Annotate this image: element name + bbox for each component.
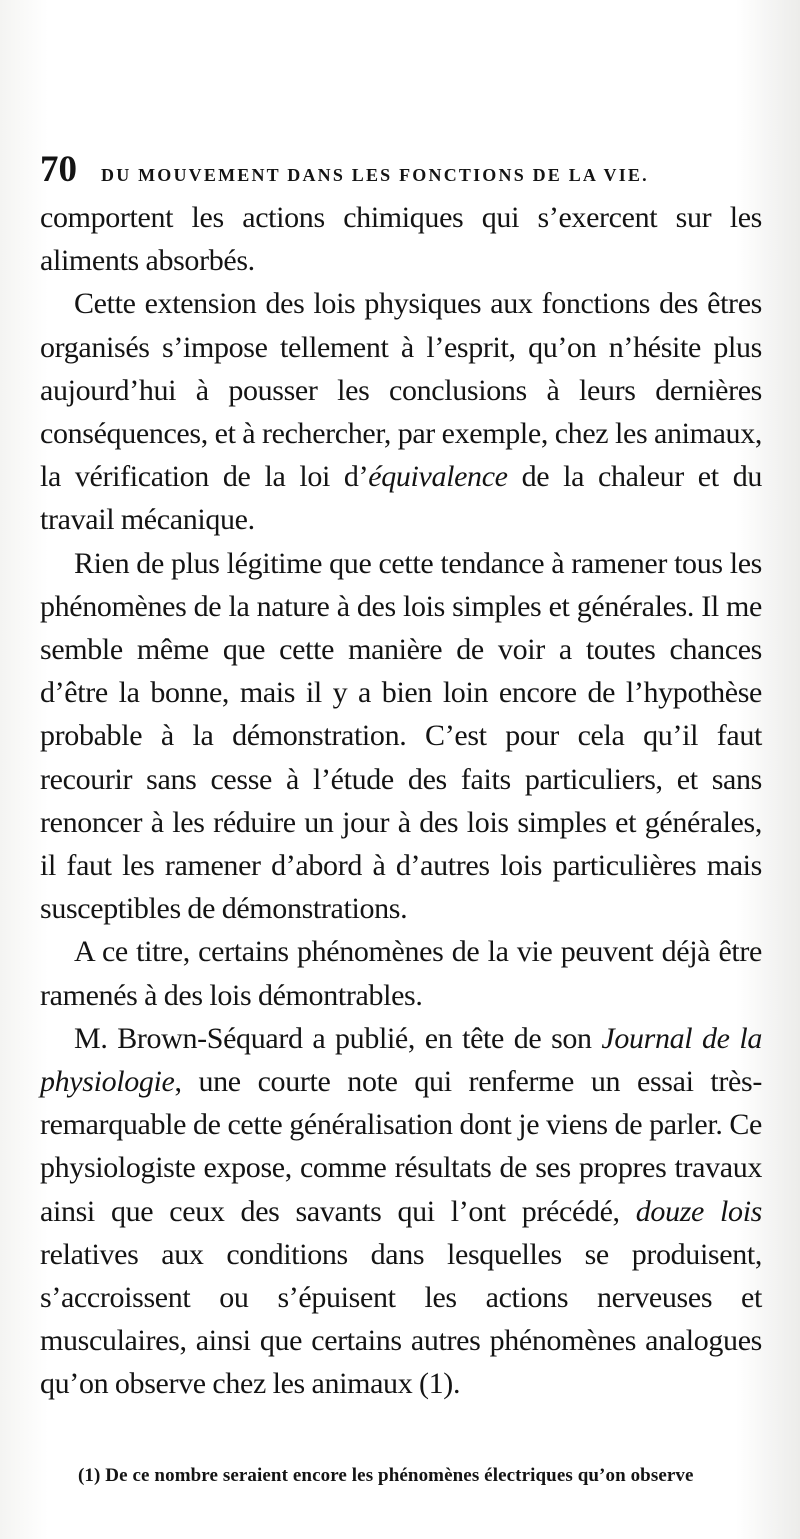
footnote: (1) De ce nombre seraient encore les phénomènes électriques qu’on observe <box>78 1465 694 1486</box>
page-header <box>40 148 760 188</box>
paragraph-2-text-a: Cette extension des lois physiques aux fonctions des êtres organisés s’impose tellement à l’esprit, qu’on n’hésite plus aujourd’hui à pousser les conclusions à leurs dernières conséquences, et à rechercher, par exemple, chez les animaux, la vérification de la loi d’ <box>40 287 762 494</box>
journal-title-italic: Journal de la physiologie <box>40 1021 762 1099</box>
page-number: 70 <box>40 149 77 190</box>
paragraph-2 <box>40 282 762 541</box>
paragraph-5 <box>40 1017 762 1406</box>
paragraph-4 <box>40 930 762 1016</box>
paragraph-1 <box>40 196 762 282</box>
paragraph-4-text: A ce titre, certains phénomènes de la vie peuvent déjà être ramenés à des lois démontrables. <box>40 935 762 1012</box>
paragraph-1-text: comportent les actions chimiques qui s’exercent sur les aliments absorbés. <box>40 201 762 278</box>
paragraph-5-text-b: , une courte note qui renferme un essai très-remarquable de cette généralisation dont je viens de parler. Ce physiologiste expose, comme résultats de ses propres travaux ainsi que ceux des savants qui l’ont précédé, <box>40 1065 762 1228</box>
paragraph-2-italic: équivalence <box>368 460 508 494</box>
paragraph-3 <box>40 542 762 931</box>
paragraph-5-text-a: M. Brown-Séquard a publié, en tête de son <box>74 1021 602 1055</box>
paragraph-3-text: Rien de plus légitime que cette tendance à ramener tous les phénomènes de la nature à des lois simples et générales. Il me semble même que cette manière de voir a toutes chances d’être la bonne, mais il y a bien loin encore de l’hypothèse probable à la démonstration. C’est pour cela qu’il faut recourir sans cesse à l’étude des faits particuliers, et sans renoncer à les réduire un jour à des lois simples et générales, il faut les ramener d’abord à d’autres lois particulières mais susceptibles de démonstrations. <box>40 546 762 926</box>
running-title: DU MOUVEMENT DANS LES FONCTIONS DE LA VIE. <box>101 165 649 185</box>
body-text <box>40 196 762 1406</box>
paragraph-2-text-b: de la chaleur et du travail mécanique. <box>40 460 763 537</box>
douze-lois-italic: douze lois <box>635 1194 763 1228</box>
paragraph-5-text-c: relatives aux conditions dans lesquelles se produisent, s’accroissent ou s’épuisent les actions nerveuses et musculaires, ainsi que certains autres phénomènes analogues qu’on observe chez les animaux (1). <box>40 1237 762 1401</box>
